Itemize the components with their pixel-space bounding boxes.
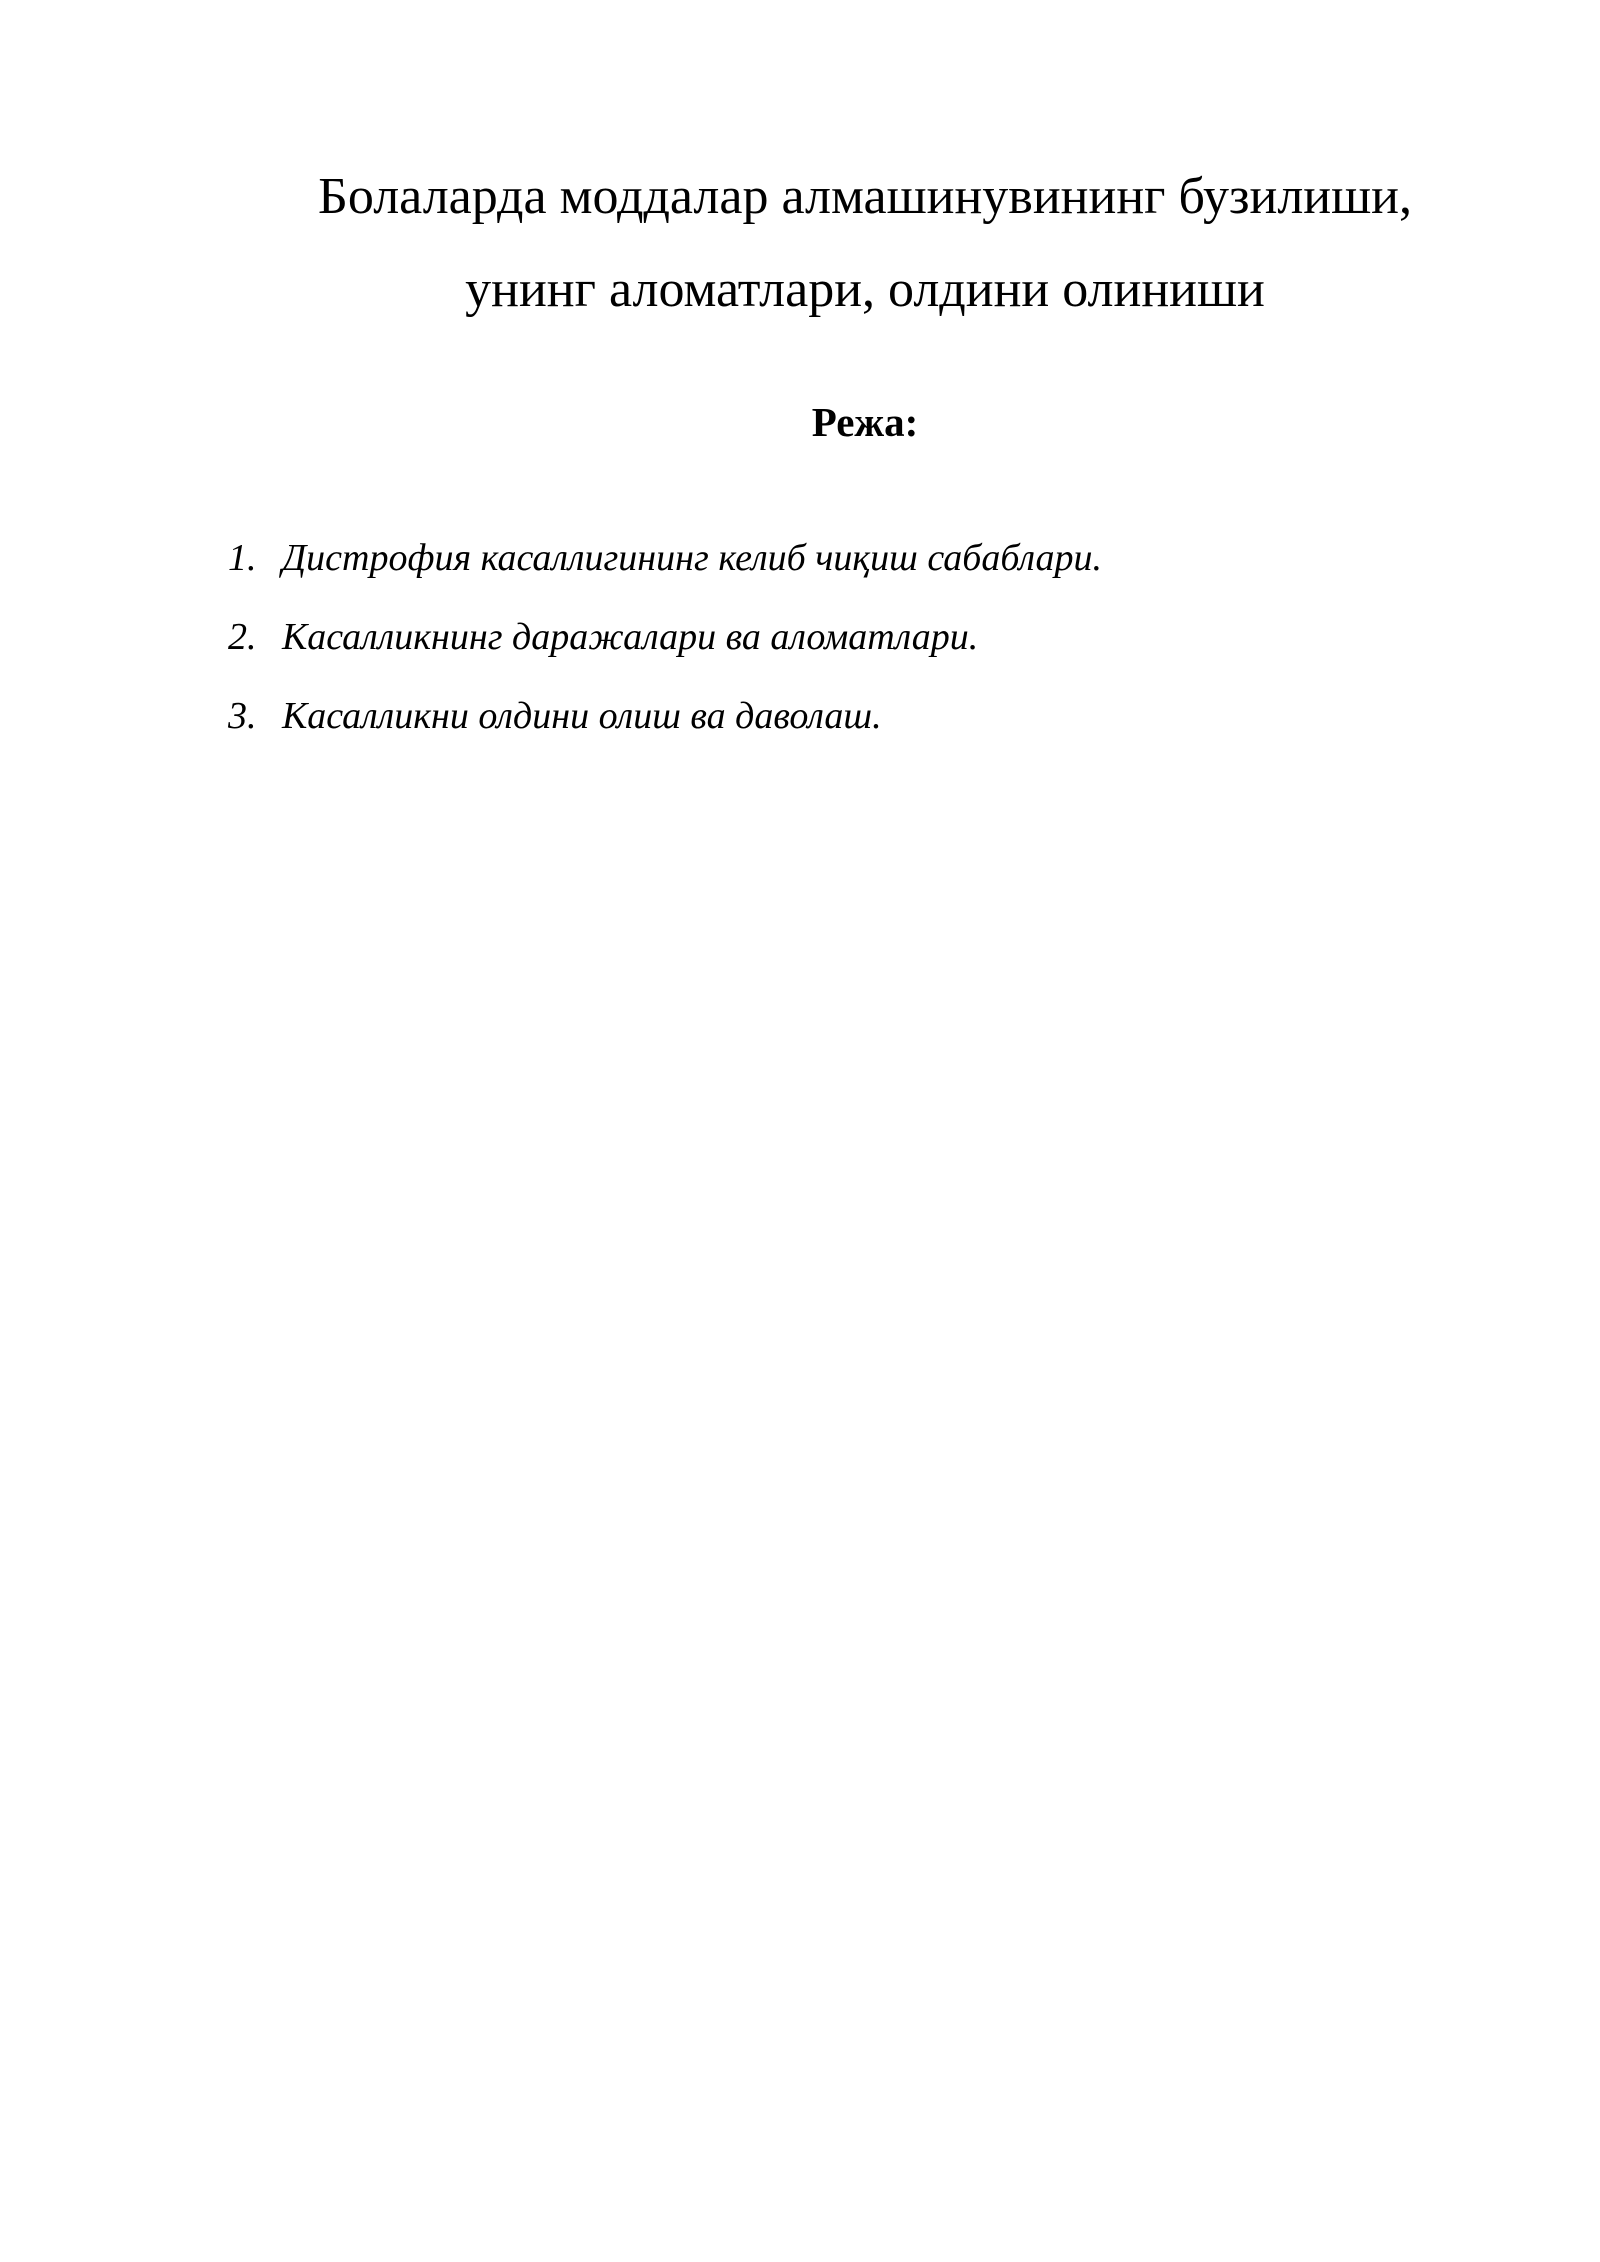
plan-item	[228, 528, 1428, 607]
plan-heading: Режа:	[811, 399, 919, 445]
document-title-line-2: унинг аломатлари, олдини олиниши	[465, 261, 1265, 318]
plan-item-text: Дистрофия касаллигининг келиб чиқиш сабаблари.	[282, 537, 1103, 579]
plan-item	[228, 607, 1428, 686]
document-title-line-1: Болаларда моддалар алмашинувининг бузилиши,	[318, 168, 1412, 225]
plan-item-text: Касалликни олдини олиш ва даволаш.	[282, 695, 882, 737]
plan-list	[228, 528, 1428, 765]
document-title	[220, 150, 1510, 336]
plan-item-text: Касалликнинг даражалари ва аломатлари.	[282, 616, 979, 658]
plan-item	[228, 686, 1428, 765]
plan-item-number: 2.	[228, 616, 257, 658]
plan-item-number: 3.	[228, 695, 257, 737]
plan-item-number: 1.	[228, 537, 257, 579]
